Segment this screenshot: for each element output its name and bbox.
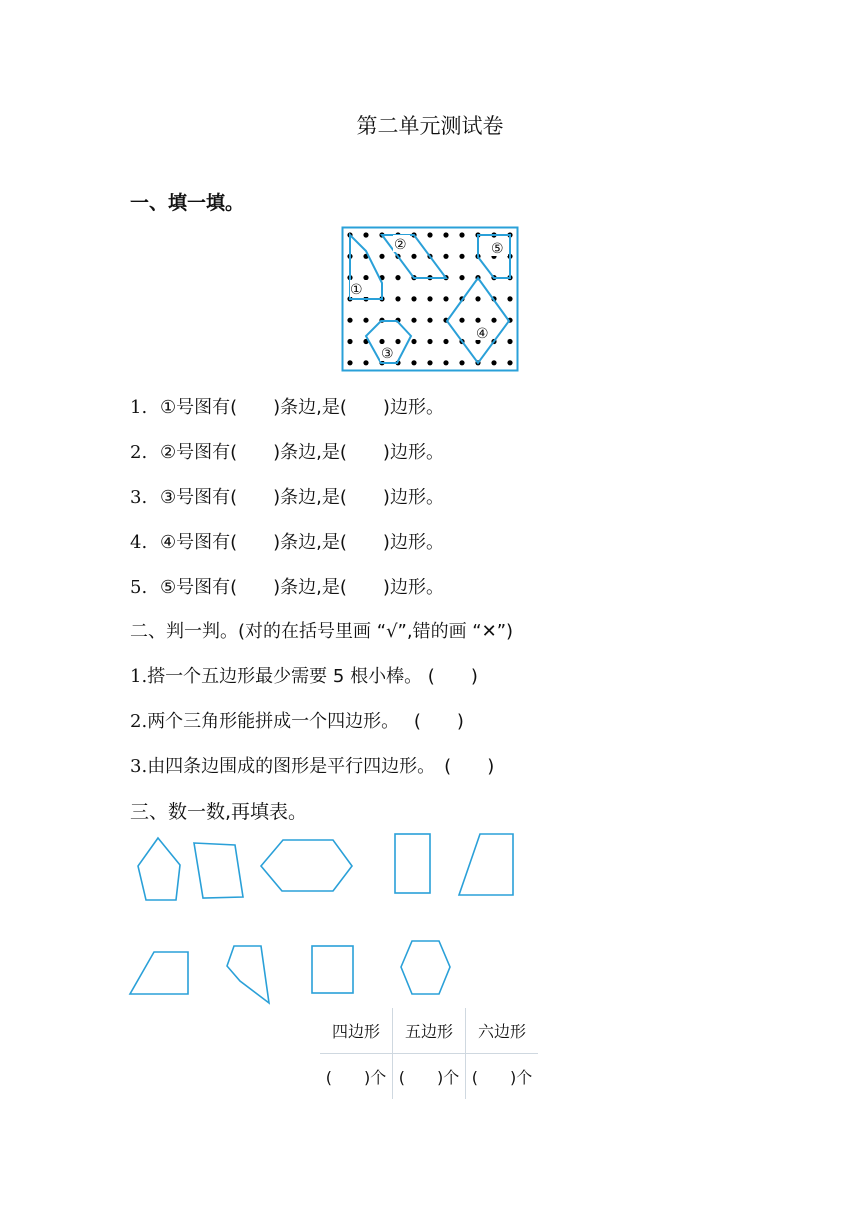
- grid-dot: [379, 339, 384, 344]
- grid-dot: [363, 232, 368, 237]
- grid-dot: [427, 339, 432, 344]
- question-4: [130, 528, 444, 554]
- grid-label-3: ③: [381, 346, 394, 362]
- question-5-text: ⑤号图有( )条边,是( )边形。: [160, 577, 444, 598]
- grid-dot: [363, 318, 368, 323]
- answer-pentagon[interactable]: ( )个: [393, 1054, 466, 1100]
- question-1-number: 1.: [130, 397, 148, 418]
- grid-label-2: ②: [394, 237, 407, 253]
- grid-dot: [507, 296, 512, 301]
- question-5-number: 5.: [130, 577, 148, 598]
- grid-dot: [411, 318, 416, 323]
- question-3-text: ③号图有( )条边,是( )边形。: [160, 487, 444, 508]
- grid-dot: [411, 360, 416, 365]
- section-1-heading: 一、填一填。: [130, 192, 245, 214]
- question-2: [130, 438, 444, 464]
- judge-item-1-number: 1.: [130, 666, 148, 687]
- grid-dot: [475, 296, 480, 301]
- question-3-number: 3.: [130, 487, 148, 508]
- judge-item-3-text: 由四条边围成的图形是平行四边形。 ( ): [147, 756, 495, 777]
- grid-label-4: ④: [476, 326, 489, 342]
- grid-dot: [427, 318, 432, 323]
- grid-dot: [507, 339, 512, 344]
- shape-quadrilateral-a: [194, 843, 243, 898]
- grid-dot: [395, 275, 400, 280]
- section-2-heading: 二、判一判。(对的在括号里画 “√”,错的画 “✕”): [130, 621, 514, 642]
- question-4-number: 4.: [130, 532, 148, 553]
- question-3: [130, 483, 444, 509]
- judge-item-2: [130, 707, 464, 733]
- grid-dot: [443, 232, 448, 237]
- judge-item-3: [130, 752, 494, 778]
- shape-trapezoid-b: [130, 952, 188, 994]
- shape-hexagon-a: [261, 840, 352, 891]
- grid-dot: [443, 254, 448, 259]
- grid-dot: [347, 318, 352, 323]
- question-4-text: ④号图有( )条边,是( )边形。: [160, 532, 444, 553]
- grid-dot: [475, 318, 480, 323]
- shape-trapezoid-a: [459, 834, 513, 895]
- grid-dot: [427, 296, 432, 301]
- judge-item-3-number: 3.: [130, 756, 148, 777]
- dot-grid-figure: [341, 226, 519, 372]
- question-2-text: ②号图有( )条边,是( )边形。: [160, 442, 444, 463]
- grid-dot: [427, 360, 432, 365]
- grid-dot: [395, 296, 400, 301]
- header-hexagon: 六边形: [466, 1008, 539, 1054]
- grid-dot: [491, 318, 496, 323]
- grid-dot: [443, 360, 448, 365]
- shape-pentagon-a: [138, 838, 180, 900]
- grid-dot: [507, 360, 512, 365]
- grid-dot: [427, 232, 432, 237]
- shape-hexagon-b: [401, 941, 450, 994]
- page-title: 第二单元测试卷: [356, 114, 504, 138]
- question-2-number: 2.: [130, 442, 148, 463]
- grid-dot: [347, 339, 352, 344]
- question-5: [130, 573, 444, 599]
- grid-dot: [395, 339, 400, 344]
- judge-item-2-number: 2.: [130, 711, 148, 732]
- header-quadrilateral: 四边形: [320, 1008, 393, 1054]
- answer-quadrilateral[interactable]: ( )个: [325, 1068, 387, 1087]
- grid-dot: [411, 254, 416, 259]
- question-1: [130, 393, 444, 419]
- grid-dot: [443, 296, 448, 301]
- grid-label-5: ⑤: [491, 241, 504, 257]
- grid-dot: [363, 275, 368, 280]
- count-table: [320, 1008, 538, 1099]
- grid-dot: [411, 296, 416, 301]
- header-pentagon: 五边形: [393, 1008, 466, 1054]
- grid-dot: [459, 254, 464, 259]
- question-1-text: ①号图有( )条边,是( )边形。: [160, 397, 444, 418]
- answer-hexagon[interactable]: ( )个: [466, 1054, 539, 1100]
- judge-item-1-text: 搭一个五边形最少需要 5 根小棒。 ( ): [147, 666, 478, 687]
- section-3-heading: 三、数一数,再填表。: [130, 801, 308, 823]
- judge-item-2-text: 两个三角形能拼成一个四边形。 ( ): [147, 711, 464, 732]
- grid-dot: [459, 318, 464, 323]
- grid-dot: [379, 254, 384, 259]
- grid-dot: [443, 339, 448, 344]
- shape-rectangle: [395, 834, 430, 893]
- grid-dot: [459, 275, 464, 280]
- judge-item-1: [130, 662, 478, 688]
- grid-dot: [459, 232, 464, 237]
- grid-dot: [347, 360, 352, 365]
- shape-square: [312, 946, 353, 993]
- grid-label-1: ①: [350, 282, 363, 298]
- shape-pentagon-b: [227, 946, 269, 1003]
